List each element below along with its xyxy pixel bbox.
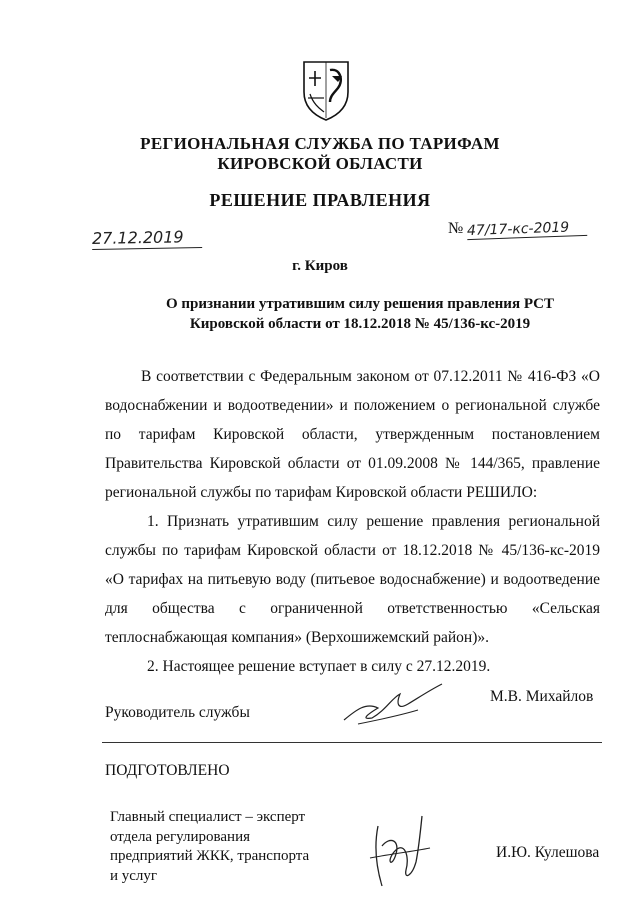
prepared-label: ПОДГОТОВЛЕНО [105,762,230,779]
head-name: М.В. Михайлов [490,688,594,705]
org-name-line2: КИРОВСКОЙ ОБЛАСТИ [217,154,423,173]
document-date: 27.12.2019 [92,227,202,250]
subject-line2: Кировской области от 18.12.2018 № 45/136-кс-2019 [189,316,531,332]
specialist-role-line: предприятий ЖКК, транспорта [110,848,310,864]
number-sign: № [448,220,464,237]
specialist-signature [360,796,440,896]
document-number-value: 47/17-кс-2019 [467,219,588,240]
head-role: Руководитель службы [105,704,250,721]
org-name-line1: РЕГИОНАЛЬНАЯ СЛУЖБА ПО ТАРИФАМ [140,134,500,153]
city-name: г. Киров [292,258,348,274]
item-1: 1. Признать утратившим силу решение правления региональной службы по тарифам Кировской области от 18.12.2018 № 45/136-кс-2019 «О тарифах на питьевую воду (питьевое водоснабжение) и водоотведение для общества с ограниченной ответственностью «Сельская теплоснабжающая компания» (Верхошижемский район)». [105,513,600,646]
document-type-title: РЕШЕНИЕ ПРАВЛЕНИЯ [209,190,431,210]
document-number [448,220,587,238]
specialist-role [110,808,340,886]
specialist-role-line: и услуг [110,867,158,884]
specialist-name: И.Ю. Кулешова [496,844,600,861]
head-signature [338,680,448,730]
decision-subject [150,294,570,334]
specialist-role-line: отдела регулирования [110,828,251,845]
subject-line1: О признании утратившим силу решения правления РСТ [165,296,554,312]
separator-line [102,742,602,743]
item-2: 2. Настоящее решение вступает в силу с 27.12.2019. [147,658,491,675]
coat-of-arms-icon [300,58,352,122]
intro-paragraph: В соответствии с Федеральным законом от 07.12.2011 № 416-ФЗ «О водоснабжении и водоотведении» и положением о региональной службе по тарифам Кировской области, утвержденным постановлением Правительства Кировской области от 01.09.2008 № 144/365, правление региональной службы по тарифам Кировской области РЕШИЛО: [105,368,600,501]
specialist-role-line: Главный специалист – эксперт [110,809,306,825]
decision-body [105,362,600,681]
